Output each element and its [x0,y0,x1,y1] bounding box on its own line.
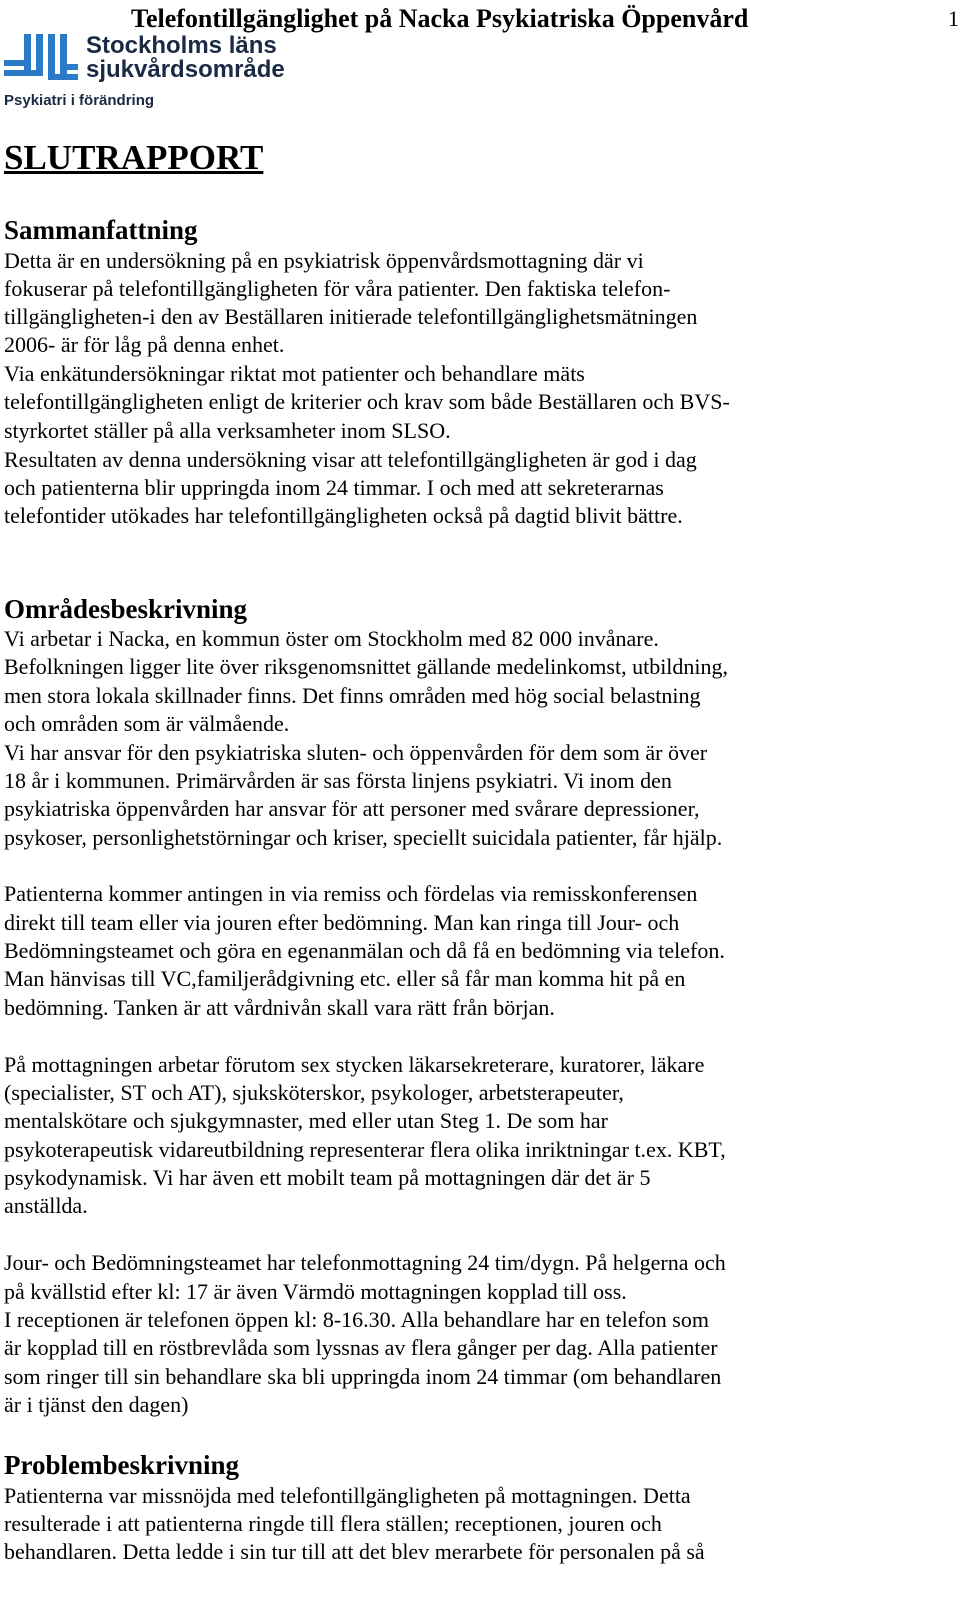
paragraph-line: fokuserar på telefontillgängligheten för våra patienter. Den faktiska telefon- [4,276,671,301]
paragraph-line: tillgängligheten-i den av Beställaren initierade telefontillgänglighetsmätningen [4,304,698,329]
section-heading-problembeskrivning: Problembeskrivning [4,1450,240,1480]
paragraph-line: på kvällstid efter kl: 17 är även Värmdö mottagningen kopplad till oss. [4,1279,627,1304]
paragraph-line: Resultaten av denna undersökning visar att telefontillgängligheten är god i dag [4,447,697,472]
sll-logo-icon [4,34,80,86]
page-number: 1 [948,6,959,31]
organization-logo [4,34,304,114]
section-heading-sammanfattning: Sammanfattning [4,215,198,245]
paragraph-line: På mottagningen arbetar förutom sex stycken läkarsekreterare, kuratorer, läkare [4,1052,705,1077]
paragraph-line: behandlaren. Detta ledde i sin tur till att det blev merarbete för personalen på så [4,1539,705,1564]
paragraph-line: telefontillgängligheten enligt de kriterier och krav som både Beställaren och BVS- [4,389,730,414]
paragraph-line: psykoterapeutisk vidareutbildning representerar flera olika inriktningar t.ex. KBT, [4,1137,726,1162]
paragraph-line: bedömning. Tanken är att vårdnivån skall vara rätt från början. [4,995,555,1020]
paragraph-line: Befolkningen ligger lite över riksgenomsnittet gällande medelinkomst, utbildning, [4,654,729,679]
paragraph-line: är kopplad till en röstbrevlåda som lyssnas av flera gånger per dag. Alla patienter [4,1335,718,1360]
section-heading-omradesbeskrivning: Områdesbeskrivning [4,594,248,624]
paragraph-line: Via enkätundersökningar riktat mot patienter och behandlare mäts [4,361,585,386]
paragraph-line: och områden som är välmående. [4,711,290,736]
paragraph-line: mentalskötare och sjukgymnaster, med eller utan Steg 1. De som har [4,1108,608,1133]
paragraph-line: direkt till team eller via jouren efter bedömning. Man kan ringa till Jour- och [4,910,680,935]
logo-mark [4,34,78,80]
running-title: Telefontillgänglighet på Nacka Psykiatriska Öppenvård [131,4,749,33]
paragraph-line: 2006- är för låg på denna enhet. [4,332,285,357]
paragraph-line: telefontider utökades har telefontillgängligheten också på dagtid blivit bättre. [4,503,683,528]
paragraph-line: men stora lokala skillnader finns. Det finns områden med hög social belastning [4,683,701,708]
paragraph-line: 18 år i kommunen. Primärvården är sas första linjens psykiatri. Vi inom den [4,768,672,793]
logo-name-line-1: Stockholms läns [86,32,277,59]
paragraph-line: som ringer till sin behandlare ska bli uppringda inom 24 timmar (om behandlaren [4,1364,722,1389]
paragraph-line: anställda. [4,1193,88,1218]
paragraph-line: Vi har ansvar för den psykiatriska sluten- och öppenvården för dem som är över [4,740,708,765]
paragraph-line: Patienterna kommer antingen in via remiss och fördelas via remisskonferensen [4,881,698,906]
paragraph-line: Detta är en undersökning på en psykiatrisk öppenvårdsmottagning där vi [4,248,644,273]
paragraph-line: psykoser, personlighetstörningar och kriser, speciellt suicidala patienter, får hjälp. [4,825,723,850]
paragraph-line: och patienterna blir uppringda inom 24 timmar. I och med att sekreterarnas [4,475,664,500]
paragraph-line: (specialister, ST och AT), sjuksköterskor, psykologer, arbetsterapeuter, [4,1080,624,1105]
paragraph-line: styrkortet ställer på alla verksamheter inom SLSO. [4,418,451,443]
paragraph-line: Bedömningsteamet och göra en egenanmälan och då få en bedömning via telefon. [4,938,725,963]
logo-name-line-2: sjukvårdsområde [86,56,285,83]
logo-wordmark [86,34,285,82]
paragraph-line: Patienterna var missnöjda med telefontillgängligheten på mottagningen. Detta [4,1483,691,1508]
paragraph-line: Jour- och Bedömningsteamet har telefonmottagning 24 tim/dygn. På helgerna och [4,1250,726,1275]
report-title: SLUTRAPPORT [4,138,264,177]
paragraph-line: I receptionen är telefonen öppen kl: 8-16.30. Alla behandlare har en telefon som [4,1307,709,1332]
paragraph-line: psykodynamisk. Vi har även ett mobilt team på mottagningen där det är 5 [4,1165,651,1190]
paragraph-line: resulterade i att patienterna ringde till flera ställen; receptionen, jouren och [4,1511,662,1536]
paragraph-line: Man hänvisas till VC,familjerådgivning etc. eller så får man komma hit på en [4,966,686,991]
paragraph-line: är i tjänst den dagen) [4,1392,189,1417]
paragraph-line: psykiatriska öppenvården har ansvar för att personer med svårare depressioner, [4,796,700,821]
logo-tagline: Psykiatri i förändring [4,92,155,109]
paragraph-line: Vi arbetar i Nacka, en kommun öster om Stockholm med 82 000 invånare. [4,626,659,651]
